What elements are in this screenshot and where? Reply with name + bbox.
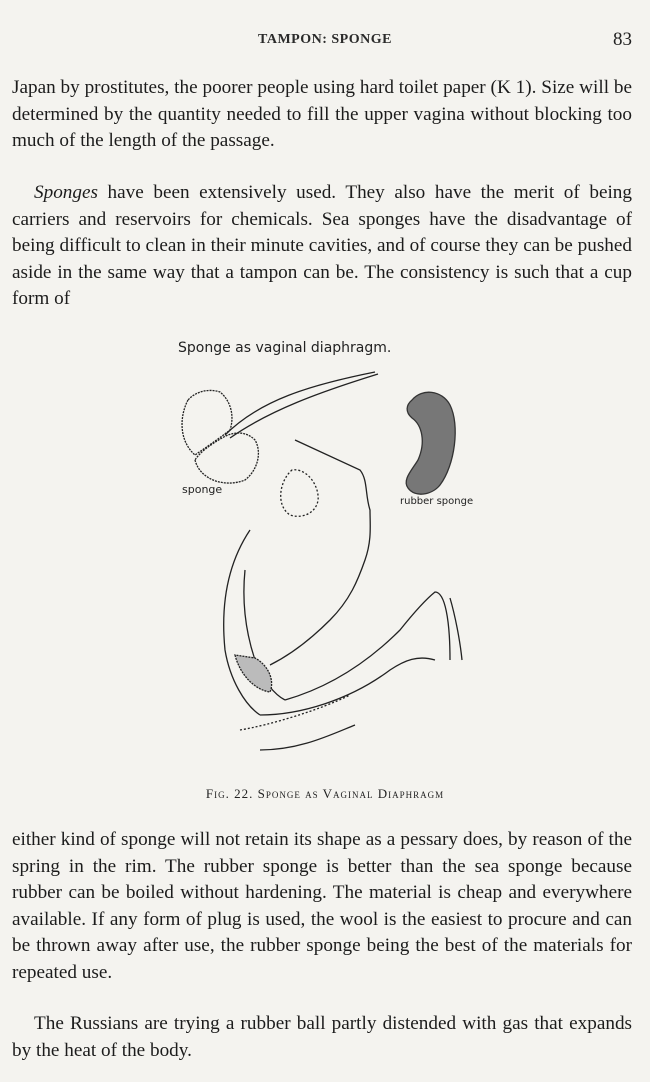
- sea-sponge-lower-lobe: [195, 433, 258, 483]
- page-number: 83: [613, 29, 632, 50]
- vaginal-wall: [270, 440, 370, 665]
- pubic-outline: [224, 530, 260, 715]
- posterior-wall: [260, 658, 435, 715]
- figure-illustration: [150, 330, 510, 770]
- italic-term: Sponges: [34, 182, 98, 203]
- label-sponge: sponge: [182, 483, 223, 496]
- label-rubber-sponge: rubber sponge: [400, 496, 474, 507]
- paragraph-text: have been extensively used. They also have the merit of being carriers and reservoirs for chemicals. Sea sponges have the disadvantage of being difficult to clean in their minute cavities, and of course they can be pushed aside in the same way that a tampon can be. The consistency is such that a cup form of: [12, 182, 632, 309]
- paragraph-sponges: [12, 180, 632, 313]
- running-head: TAMPON: SPONGE: [258, 32, 392, 47]
- sea-sponge-upper-lobe: [182, 390, 232, 455]
- figure-title: Sponge as vaginal diaphragm.: [178, 340, 392, 356]
- figure-caption: Fig. 22. Sponge as Vaginal Diaphragm: [205, 786, 445, 801]
- placed-sponge: [235, 655, 272, 692]
- uterus-outline: [281, 470, 318, 517]
- rectum-outline: [285, 592, 450, 700]
- paragraph-continuation: Japan by prostitutes, the poorer people using hard toilet paper (K 1). Size will be determined by the quantity needed to fill the upper vagina without blocking too much of the length of the passage.: [12, 77, 632, 151]
- rubber-sponge: [406, 392, 455, 494]
- page-header: [0, 30, 650, 58]
- sponge-string: [225, 372, 378, 438]
- paragraph-russians: The Russians are trying a rubber ball partly distended with gas that expands by the heat of the body.: [12, 1013, 632, 1061]
- paragraph-continued: either kind of sponge will not retain its shape as a pessary does, by reason of the spring in the rim. The rubber sponge is better than the sea sponge because rubber can be boiled without hardening. The material is cheap and everywhere available. If any form of plug is used, the wool is the easiest to procure and can be thrown away after use, the rubber sponge being the best of the materials for repeated use.: [12, 829, 632, 983]
- anus-outline: [260, 725, 355, 750]
- tail-string: [450, 598, 462, 660]
- anatomical-drawing: [150, 330, 510, 770]
